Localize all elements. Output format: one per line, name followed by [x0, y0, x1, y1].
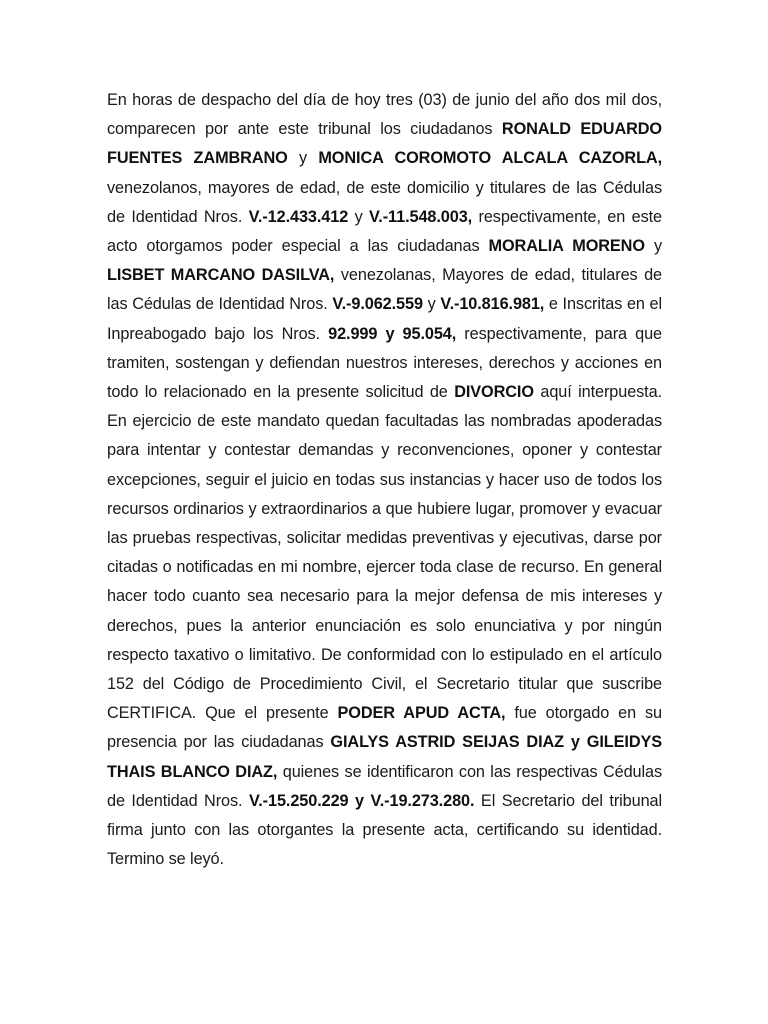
text-segment: aquí interpuesta. En ejercicio de este mandato quedan facultadas las nombradas apoderadas para intentar y contestar demandas y reconvenciones, oponer y contestar excepciones, seguir el juicio en todas sus instancias y hacer uso de todos los recursos ordinarios y extraordinarios a que hubiere lugar, promover y evacuar las pruebas respectivas, solicitar medidas preventivas y ejecutivas, darse por citadas o notificadas en mi nombre, ejercer toda clase de recurso. En general hacer todo cuanto sea necesario para la mejor defensa de mis intereses y derechos, pues la anterior enunciación es solo enunciativa y por ningún respecto taxativo o limitativo. De conformidad con lo estipulado en el artículo 152 del Código de Procedimiento Civil, el Secretario titular que suscribe CERTIFICA. Que el presente — [107, 383, 662, 723]
bold-keyword: DIVORCIO — [454, 383, 534, 402]
bold-id-number: V.-15.250.229 y V.-19.273.280. — [248, 791, 475, 810]
bold-id-number: V.-11.548.003, — [369, 207, 473, 226]
bold-name: RONALD EDUARDO FUENTES ZAMBRANO — [107, 120, 662, 168]
bold-id-number: V.-10.816.981, — [440, 295, 545, 314]
text-segment: y — [348, 207, 370, 226]
bold-name: LISBET MARCANO DASILVA, — [107, 266, 335, 285]
text-segment: venezolanos, mayores de edad, de este domicilio y titulares de las Cédulas de Identidad Nros. — [107, 178, 662, 226]
text-segment: y — [422, 295, 441, 314]
bold-name: GIALYS ASTRID SEIJAS DIAZ y GILEIDYS THAIS BLANCO DIAZ, — [107, 733, 662, 781]
bold-registry-number: 92.999 y 95.054, — [328, 324, 457, 343]
text-segment: e Inscritas en el Inpreabogado bajo los Nros. — [107, 295, 663, 343]
bold-keyword: PODER APUD ACTA, — [337, 704, 506, 723]
text-segment: y — [287, 149, 319, 168]
text-segment: respectivamente, en este acto otorgamos poder especial a las ciudadanas — [107, 207, 662, 256]
text-segment: quienes se identificaron con las respectivas Cédulas de Identidad Nros. — [107, 762, 662, 810]
bold-id-number: V.-9.062.559 — [332, 295, 423, 314]
text-segment: venezolanas, Mayores de edad, titulares de las Cédulas de Identidad Nros. — [107, 266, 662, 314]
bold-name: MONICA COROMOTO ALCALA CAZORLA, — [318, 149, 663, 168]
bold-id-number: V.-12.433.412 — [248, 207, 349, 226]
text-segment: respectivamente, para que tramiten, sostengan y defiendan nuestros intereses, derechos y acciones en todo lo relacionado en la presente solicitud de — [107, 324, 663, 402]
document-body — [107, 86, 662, 874]
bold-name: MORALIA MORENO — [488, 237, 645, 256]
text-segment: fue otorgado en su presencia por las ciudadanas — [107, 704, 662, 752]
text-segment: El Secretario del tribunal firma junto con las otorgantes la presente acta, certificando su identidad. Termino se leyó. — [107, 791, 663, 869]
text-segment: En horas de despacho del día de hoy tres (03) de junio del año dos mil dos, comparecen por ante este tribunal los ciudadanos — [107, 91, 662, 139]
text-segment: y — [644, 237, 662, 256]
